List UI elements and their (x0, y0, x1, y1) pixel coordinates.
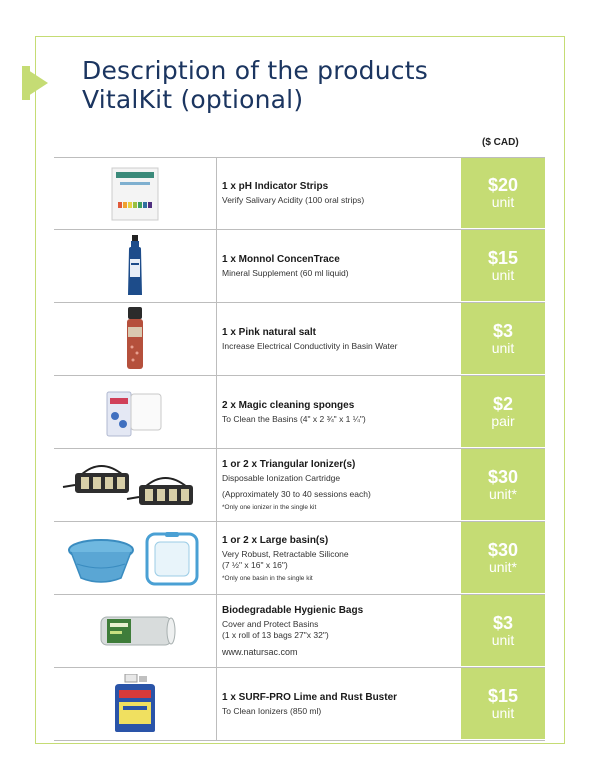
product-name: 1 x pH Indicator Strips (222, 181, 329, 192)
currency-label: ($ CAD) (482, 137, 519, 148)
bag-roll-icon (93, 611, 177, 651)
product-detail: Very Robust, Retractable Silicone (222, 548, 349, 559)
price-cell (461, 595, 545, 667)
product-description (217, 376, 461, 448)
price-unit: unit* (488, 558, 518, 575)
website-link[interactable]: www.natursac.com (222, 647, 298, 657)
product-row (54, 230, 545, 303)
price-cell (461, 376, 545, 448)
product-name: 1 x Pink natural salt (222, 326, 316, 338)
product-image-cell (54, 449, 217, 521)
product-name: 1 or 2 x Large basin(s) (222, 534, 329, 546)
product-row (54, 668, 545, 741)
price-cell (461, 449, 545, 521)
price-amount: $30 (487, 466, 519, 487)
product-row (54, 376, 545, 449)
title-tab-arrow (22, 66, 48, 100)
product-detail: (1 x roll of 13 bags 27"x 32") (222, 630, 329, 640)
product-row (54, 157, 545, 230)
price-amount: $2 (492, 393, 514, 414)
product-description (217, 522, 461, 594)
product-image-cell (54, 158, 217, 229)
price-amount: $3 (492, 612, 514, 633)
product-image-cell (54, 668, 217, 740)
page-title (82, 56, 428, 114)
salt-grinder-icon (124, 307, 146, 371)
product-name: 1 x Monnol ConcenTrace (222, 253, 340, 265)
product-description (217, 230, 461, 302)
product-image-cell (54, 303, 217, 375)
price-unit: unit (491, 339, 515, 356)
product-image-cell (54, 376, 217, 448)
title-line-1: Description of the products (82, 56, 428, 85)
product-description (217, 158, 461, 229)
product-note: *Only one ionizer in the single kit (222, 504, 317, 511)
product-name: 1 x SURF-PRO Lime and Rust Buster (222, 691, 398, 703)
product-description (217, 668, 461, 740)
product-name: 1 or 2 x Triangular Ionizer(s) (222, 459, 356, 470)
product-detail: Verify Salivary Acidity (100 oral strips) (222, 195, 365, 205)
title-line-2: VitalKit (optional) (82, 85, 304, 114)
cleaner-bottle-icon (113, 674, 157, 734)
price-cell (461, 303, 545, 375)
product-row (54, 303, 545, 376)
price-unit: unit (491, 631, 515, 648)
price-unit: unit (491, 704, 515, 721)
price-unit: unit (491, 194, 515, 210)
product-row (54, 595, 545, 668)
product-note: *Only one basin in the single kit (222, 574, 313, 582)
price-amount: $15 (487, 685, 519, 706)
price-cell (461, 668, 545, 740)
basin-icon (65, 530, 205, 586)
price-amount: $30 (487, 539, 519, 560)
ph-strips-icon (110, 166, 160, 222)
product-image-cell (54, 230, 217, 302)
product-row (54, 522, 545, 595)
product-detail: (Approximately 30 to 40 sessions each) (222, 489, 371, 499)
price-unit: unit (491, 266, 515, 283)
sponge-icon (105, 384, 165, 440)
product-name: 2 x Magic cleaning sponges (222, 399, 355, 411)
product-detail: Increase Electrical Conductivity in Basin Water (222, 340, 398, 351)
price-cell (461, 158, 545, 229)
product-image-cell (54, 522, 217, 594)
product-detail: Mineral Supplement (60 ml liquid) (222, 267, 349, 278)
product-description (217, 303, 461, 375)
price-amount: $15 (487, 247, 519, 268)
product-image-cell (54, 595, 217, 667)
price-unit: pair (491, 412, 515, 429)
product-detail: To Clean Ionizers (850 ml) (222, 705, 322, 716)
price-cell (461, 522, 545, 594)
product-description (217, 449, 461, 521)
mineral-bottle-icon (125, 235, 145, 297)
products-table (54, 157, 545, 741)
price-cell (461, 230, 545, 302)
product-detail: Cover and Protect Basins (222, 619, 319, 629)
product-detail: (7 ½" x 16" x 16") (222, 559, 288, 570)
product-row (54, 449, 545, 522)
price-unit: unit* (488, 485, 518, 502)
product-name: Biodegradable Hygienic Bags (222, 605, 364, 616)
ionizer-icon (61, 457, 209, 513)
product-detail: Disposable Ionization Cartridge (222, 473, 341, 483)
product-description (217, 595, 461, 667)
price-amount: $20 (487, 175, 519, 195)
product-detail: To Clean the Basins (4" x 2 ¾" x 1 ¼") (222, 413, 366, 424)
price-amount: $3 (492, 320, 514, 341)
